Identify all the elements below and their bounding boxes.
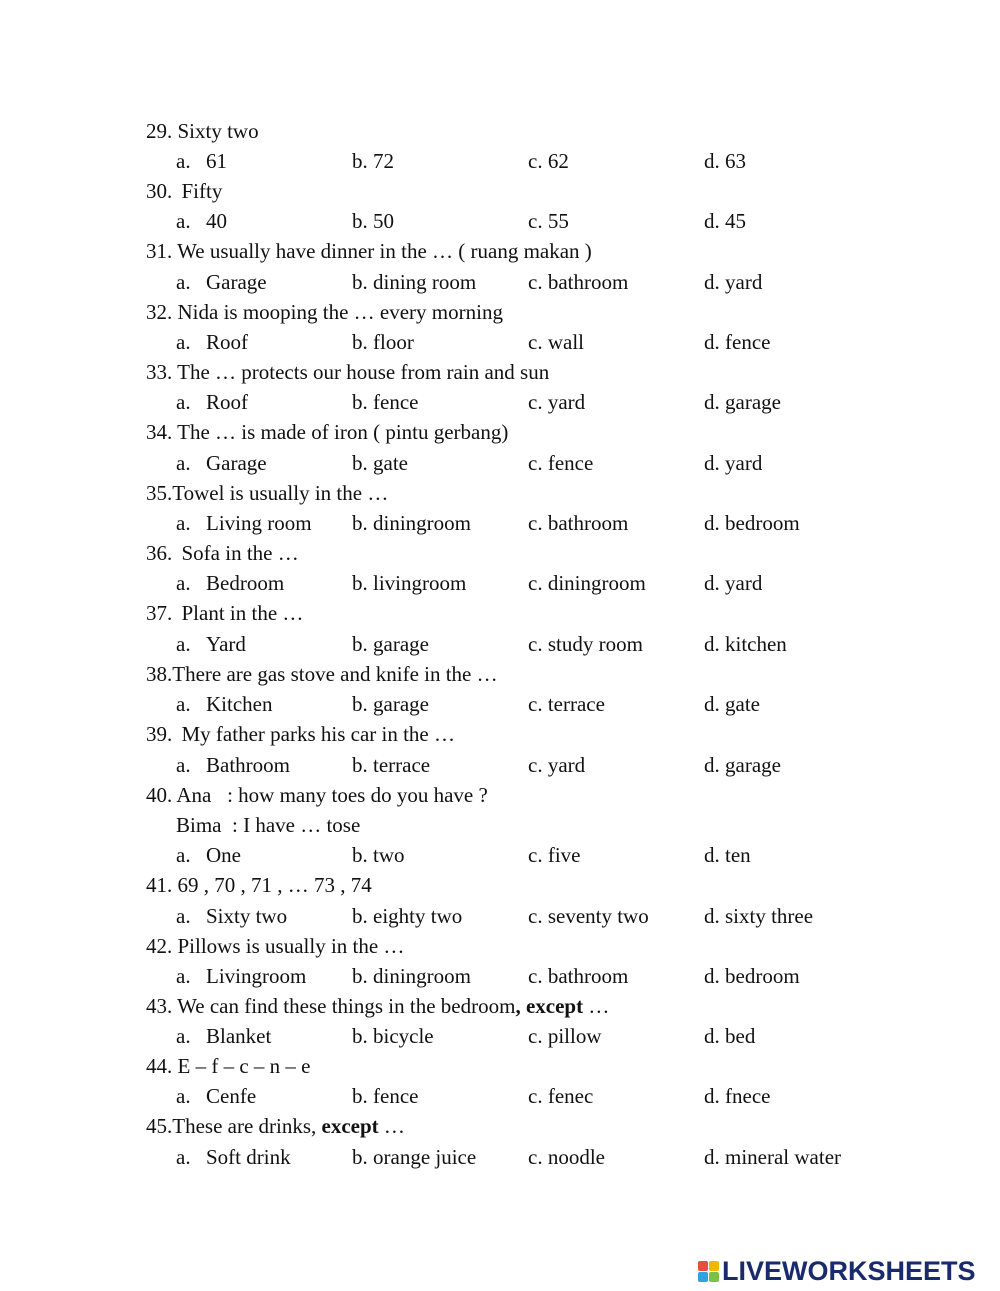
question-45 — [0, 1111, 405, 1141]
question-number: 29. — [146, 119, 173, 143]
option-a[interactable]: a. Bathroom — [176, 753, 290, 777]
question-number: 40. — [146, 783, 173, 807]
liveworksheets-mark-icon — [698, 1261, 719, 1282]
option-d[interactable]: d. fence — [704, 330, 771, 354]
option-a[interactable]: a. 40 — [176, 209, 227, 233]
question-number: 44. — [146, 1054, 173, 1078]
question-tail: … — [583, 994, 610, 1018]
question-40 — [0, 780, 488, 810]
option-c[interactable]: c. 55 — [528, 209, 569, 233]
option-c[interactable]: c. pillow — [528, 1024, 602, 1048]
option-d[interactable]: d. 45 — [704, 209, 746, 233]
question-prompt: The … protects our house from rain and sun — [177, 360, 550, 384]
option-c[interactable]: c. bathroom — [528, 511, 629, 535]
question-prompt: We can find these things in the bedroom — [177, 994, 516, 1018]
option-d[interactable]: d. kitchen — [704, 632, 787, 656]
option-d[interactable]: d. gate — [704, 692, 760, 716]
question-prompt: Sixty two — [177, 119, 259, 143]
option-a[interactable]: a. Bedroom — [176, 571, 285, 595]
option-b[interactable]: b. eighty two — [352, 904, 463, 928]
mark-square-2 — [709, 1261, 719, 1271]
brand-text: LIVEWORKSHEETS — [722, 1256, 976, 1286]
question-number: 45. — [146, 1114, 173, 1138]
option-d[interactable]: d. mineral water — [704, 1145, 842, 1169]
option-a[interactable]: a. Soft drink — [176, 1145, 291, 1169]
question-prompt: The … is made of iron ( pintu gerbang) — [177, 420, 509, 444]
option-d[interactable]: d. bed — [704, 1024, 756, 1048]
question-34 — [0, 417, 508, 447]
question-prompt: Towel is usually in the … — [172, 481, 389, 505]
option-d[interactable]: d. fnece — [704, 1084, 771, 1108]
question-prompt: We usually have dinner in the … ( ruang makan ) — [177, 239, 592, 263]
question-prompt: Fifty — [181, 179, 223, 203]
option-c[interactable]: c. fence — [528, 451, 594, 475]
option-b[interactable]: b. terrace — [352, 753, 431, 777]
question-31 — [0, 236, 592, 266]
question-42 — [0, 931, 404, 961]
question-number: 42. — [146, 934, 173, 958]
question-29 — [0, 116, 259, 146]
liveworksheets-logo[interactable] — [698, 1256, 976, 1286]
option-b[interactable]: b. floor — [352, 330, 414, 354]
question-30 — [0, 176, 222, 206]
option-b[interactable]: b. diningroom — [352, 511, 471, 535]
option-d[interactable]: d. 63 — [704, 149, 746, 173]
option-b[interactable]: b. two — [352, 843, 405, 867]
question-prompt: Plant in the … — [181, 601, 304, 625]
option-a[interactable]: a. Garage — [176, 270, 267, 294]
question-number: 32. — [146, 300, 173, 324]
option-b[interactable]: b. 50 — [352, 209, 394, 233]
question-41 — [0, 870, 372, 900]
option-d[interactable]: d. garage — [704, 753, 781, 777]
option-c[interactable]: c. noodle — [528, 1145, 605, 1169]
option-a[interactable]: a. Sixty two — [176, 904, 288, 928]
option-d[interactable]: d. yard — [704, 270, 763, 294]
option-c[interactable]: c. diningroom — [528, 571, 646, 595]
question-number: 36. — [146, 541, 173, 565]
option-d[interactable]: d. yard — [704, 451, 763, 475]
option-d[interactable]: d. bedroom — [704, 511, 800, 535]
question-44 — [0, 1051, 310, 1081]
question-35 — [0, 478, 388, 508]
question-32 — [0, 297, 503, 327]
option-c[interactable]: c. seventy two — [528, 904, 649, 928]
question-33 — [0, 357, 549, 387]
question-prompt: There are gas stove and knife in the … — [172, 662, 498, 686]
option-a[interactable]: a. Kitchen — [176, 692, 273, 716]
option-b[interactable]: b. garage — [352, 692, 429, 716]
mark-square-3 — [698, 1272, 708, 1282]
question-tail: … — [378, 1114, 405, 1138]
question-39 — [0, 719, 455, 749]
question-prompt: 69 , 70 , 71 , … 73 , 74 — [177, 873, 372, 897]
question-38 — [0, 659, 498, 689]
question-number: 33. — [146, 360, 173, 384]
option-d[interactable]: d. garage — [704, 390, 781, 414]
option-c[interactable]: c. yard — [528, 390, 586, 414]
question-number: 38. — [146, 662, 173, 686]
option-a[interactable]: a. Roof — [176, 330, 248, 354]
option-a[interactable]: a. Garage — [176, 451, 267, 475]
question-prompt: E – f – c – n – e — [177, 1054, 311, 1078]
option-b[interactable]: b. dining room — [352, 270, 477, 294]
option-c[interactable]: c. yard — [528, 753, 586, 777]
option-c[interactable]: c. fenec — [528, 1084, 594, 1108]
option-b[interactable]: b. fence — [352, 1084, 419, 1108]
mark-square-4 — [709, 1272, 719, 1282]
option-c[interactable]: c. study room — [528, 632, 643, 656]
option-c[interactable]: c. wall — [528, 330, 584, 354]
option-a[interactable]: a. Yard — [176, 632, 246, 656]
question-number: 37. — [146, 601, 173, 625]
mark-square-1 — [698, 1261, 708, 1271]
option-c[interactable]: c. 62 — [528, 149, 569, 173]
option-a[interactable]: a. 61 — [176, 149, 227, 173]
question-prompt: Pillows is usually in the … — [177, 934, 405, 958]
question-number: 30. — [146, 179, 173, 203]
question-number: 31. — [146, 239, 173, 263]
question-number: 39. — [146, 722, 173, 746]
option-a[interactable]: a. Blanket — [176, 1024, 272, 1048]
dialogue-line: Bima : I have … tose — [176, 813, 361, 837]
option-d[interactable]: d. yard — [704, 571, 763, 595]
option-a[interactable]: a. Roof — [176, 390, 248, 414]
option-b[interactable]: b. diningroom — [352, 964, 471, 988]
option-b[interactable]: b. fence — [352, 390, 419, 414]
question-number: 34. — [146, 420, 173, 444]
option-a[interactable]: a. Livingroom — [176, 964, 307, 988]
question-number: 43. — [146, 994, 173, 1018]
option-d[interactable]: d. bedroom — [704, 964, 800, 988]
question-number: 35. — [146, 481, 173, 505]
option-d[interactable]: d. sixty three — [704, 904, 814, 928]
option-c[interactable]: c. five — [528, 843, 581, 867]
question-prompt: Nida is mooping the … every morning — [177, 300, 503, 324]
option-d[interactable]: d. ten — [704, 843, 751, 867]
option-b[interactable]: b. bicycle — [352, 1024, 434, 1048]
option-c[interactable]: c. terrace — [528, 692, 605, 716]
question-36 — [0, 538, 299, 568]
question-prompt: Ana : how many toes do you have ? — [176, 783, 488, 807]
option-c[interactable]: c. bathroom — [528, 964, 629, 988]
option-a[interactable]: a. Living room — [176, 511, 312, 535]
option-b[interactable]: b. 72 — [352, 149, 394, 173]
option-b[interactable]: b. gate — [352, 451, 408, 475]
question-prompt: My father parks his car in the … — [181, 722, 456, 746]
question-emphasis: except — [321, 1114, 379, 1138]
question-prompt: Sofa in the … — [181, 541, 299, 565]
question-prompt: These are drinks, — [172, 1114, 322, 1138]
option-c[interactable]: c. bathroom — [528, 270, 629, 294]
question-number: 41. — [146, 873, 173, 897]
option-b[interactable]: b. garage — [352, 632, 429, 656]
option-b[interactable]: b. orange juice — [352, 1145, 477, 1169]
option-b[interactable]: b. livingroom — [352, 571, 467, 595]
question-40-subline — [0, 810, 360, 840]
option-a[interactable]: a. Cenfe — [176, 1084, 257, 1108]
question-emphasis: , except — [515, 994, 584, 1018]
option-a[interactable]: a. One — [176, 843, 241, 867]
question-37 — [0, 598, 303, 628]
question-43 — [0, 991, 609, 1021]
